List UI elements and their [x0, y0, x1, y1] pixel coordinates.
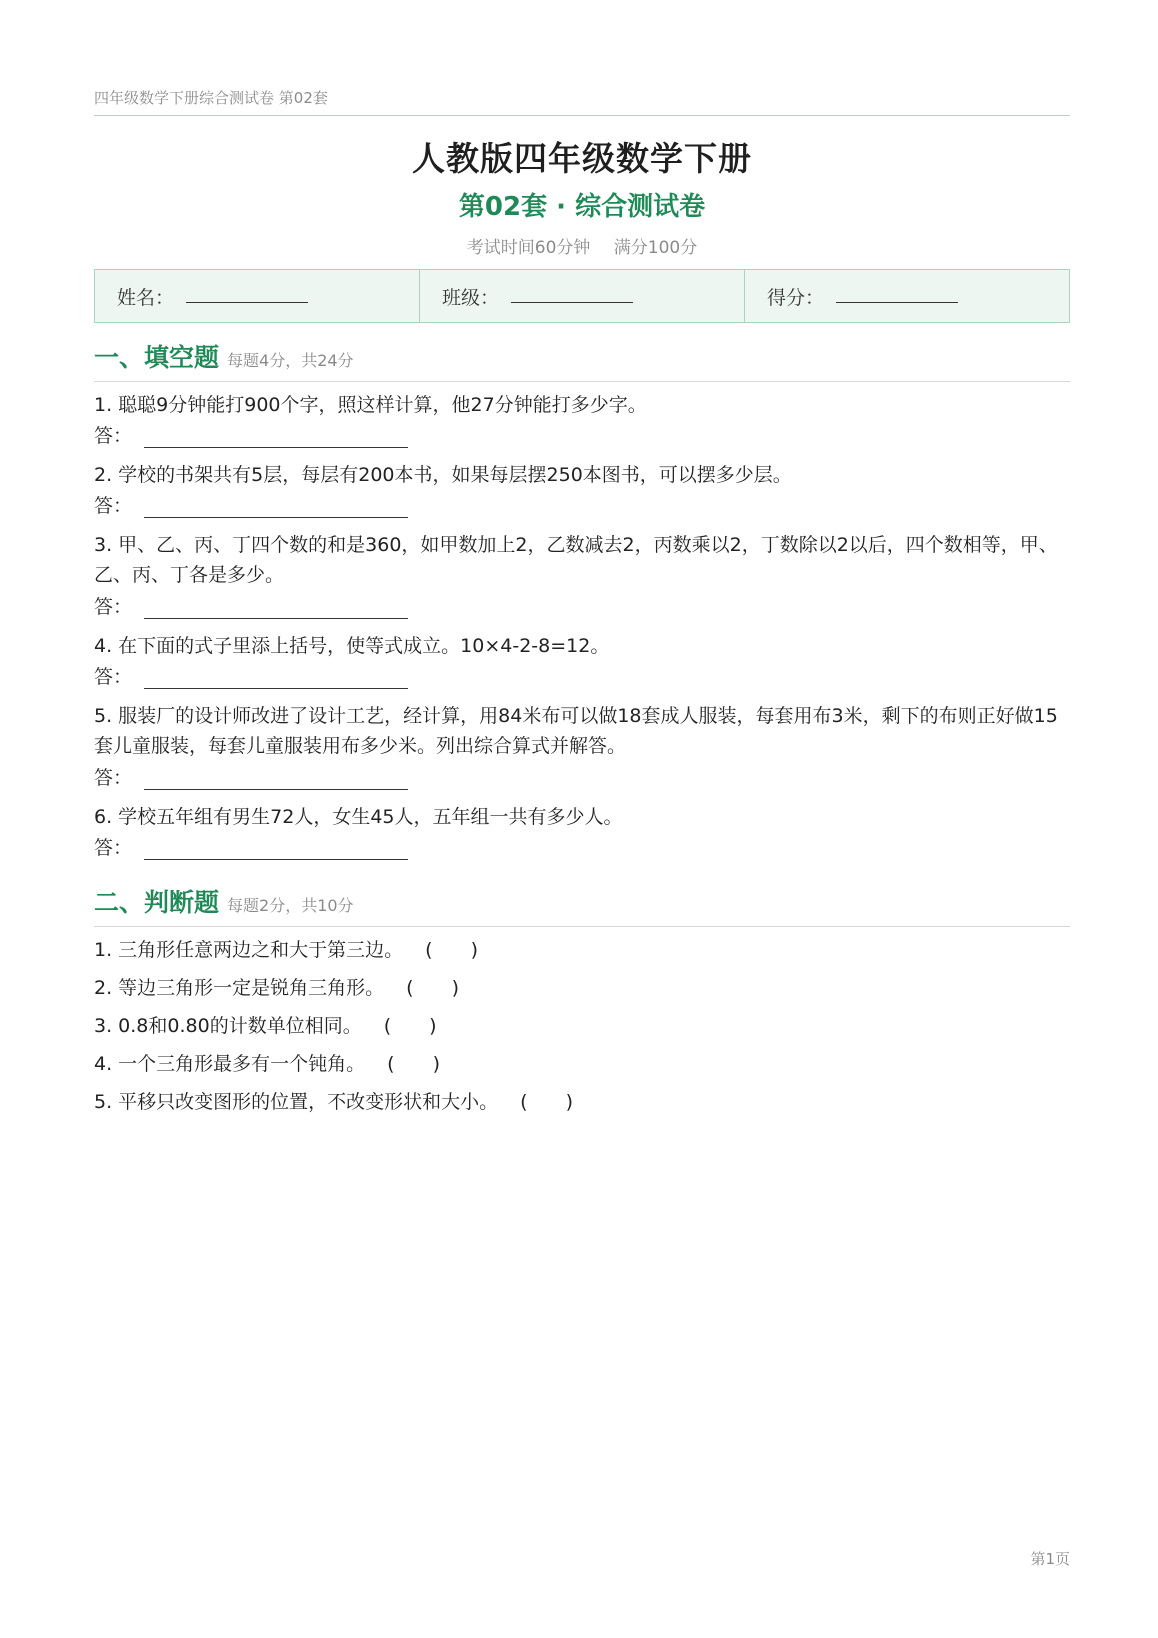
section2-divider	[94, 926, 1070, 927]
tf-answer-paren[interactable]: ( )	[520, 1091, 573, 1113]
answer-row-5	[94, 763, 408, 790]
exam-page	[94, 0, 1070, 1638]
answer-label: 答：	[94, 495, 133, 517]
section2-title: 二、判断题	[94, 888, 220, 917]
answer-blank-5[interactable]	[144, 770, 408, 790]
section2-header	[94, 883, 1070, 919]
section1-title: 一、填空题	[94, 343, 220, 372]
class-blank[interactable]	[511, 289, 633, 303]
score-blank[interactable]	[836, 289, 958, 303]
tf-text: 2. 等边三角形一定是锐角三角形。	[94, 977, 385, 999]
student-info-table	[94, 269, 1070, 323]
section1-header	[94, 338, 1070, 374]
score-label: 得分：	[767, 286, 825, 309]
name-blank[interactable]	[186, 289, 308, 303]
answer-blank-6[interactable]	[144, 840, 408, 860]
tf-answer-paren[interactable]: ( )	[387, 1053, 440, 1075]
answer-label: 答：	[94, 596, 133, 618]
tf-answer-paren[interactable]: ( )	[383, 1015, 437, 1037]
tf-question-4	[94, 1049, 1070, 1076]
tf-text: 3. 0.8和0.80的计数单位相同。	[94, 1015, 362, 1037]
running-header: 四年级数学下册综合测试卷 第02套	[94, 89, 328, 107]
question-6: 6. 学校五年组有男生72人，女生45人，五年组一共有多少人。	[94, 806, 623, 828]
answer-label: 答：	[94, 837, 133, 859]
section2-note: 每题2分，共10分	[227, 896, 354, 915]
question-5: 5. 服装厂的设计师改进了设计工艺，经计算，用84米布可以做18套成人服装，每套用布3米，剩下的布则正好做15套儿童服装，每套儿童服装用布多少米。列出综合算式并解答。	[94, 705, 1058, 757]
answer-blank-4[interactable]	[144, 669, 408, 689]
class-label: 班级：	[442, 286, 500, 309]
page-number: 第1页	[1030, 1550, 1070, 1568]
tf-question-3	[94, 1011, 1070, 1038]
answer-label: 答：	[94, 425, 133, 447]
header-divider	[94, 115, 1070, 116]
tf-answer-paren[interactable]: ( )	[425, 939, 478, 961]
answer-row-2	[94, 491, 408, 518]
tf-text: 4. 一个三角形最多有一个钝角。	[94, 1053, 366, 1075]
answer-row-3	[94, 592, 408, 619]
answer-row-1	[94, 421, 408, 448]
section1-divider	[94, 381, 1070, 382]
score-cell	[745, 270, 1069, 322]
answer-blank-1[interactable]	[144, 428, 408, 448]
full-score: 满分100分	[613, 238, 698, 258]
question-4: 4. 在下面的式子里添上括号，使等式成立。10×4-2-8=12。	[94, 635, 610, 657]
exam-info	[94, 233, 1070, 258]
page-subtitle: 第02套 · 综合测试卷	[458, 192, 706, 222]
name-cell	[95, 270, 420, 322]
answer-blank-3[interactable]	[144, 599, 408, 619]
tf-question-1	[94, 935, 1070, 962]
answer-row-4	[94, 662, 408, 689]
name-label: 姓名：	[117, 286, 175, 309]
tf-answer-paren[interactable]: ( )	[406, 977, 459, 999]
question-2: 2. 学校的书架共有5层，每层有200本书，如果每层摆250本图书，可以摆多少层。	[94, 464, 792, 486]
question-3: 3. 甲、乙、丙、丁四个数的和是360，如甲数加上2，乙数减去2，丙数乘以2，丁数除以2以后，四个数相等，甲、乙、丙、丁各是多少。	[94, 534, 1058, 586]
tf-text: 5. 平移只改变图形的位置，不改变形状和大小。	[94, 1091, 499, 1113]
tf-text: 1. 三角形任意两边之和大于第三边。	[94, 939, 404, 961]
question-1: 1. 聪聪9分钟能打900个字，照这样计算，他27分钟能打多少字。	[94, 394, 647, 416]
answer-label: 答：	[94, 666, 133, 688]
class-cell	[420, 270, 745, 322]
answer-label: 答：	[94, 767, 133, 789]
tf-question-2	[94, 973, 1070, 1000]
tf-question-5	[94, 1087, 1070, 1114]
section1-note: 每题4分，共24分	[227, 351, 354, 370]
answer-row-6	[94, 833, 408, 860]
answer-blank-2[interactable]	[144, 498, 408, 518]
exam-time: 考试时间60分钟	[466, 238, 591, 258]
page-title: 人教版四年级数学下册	[412, 139, 752, 178]
